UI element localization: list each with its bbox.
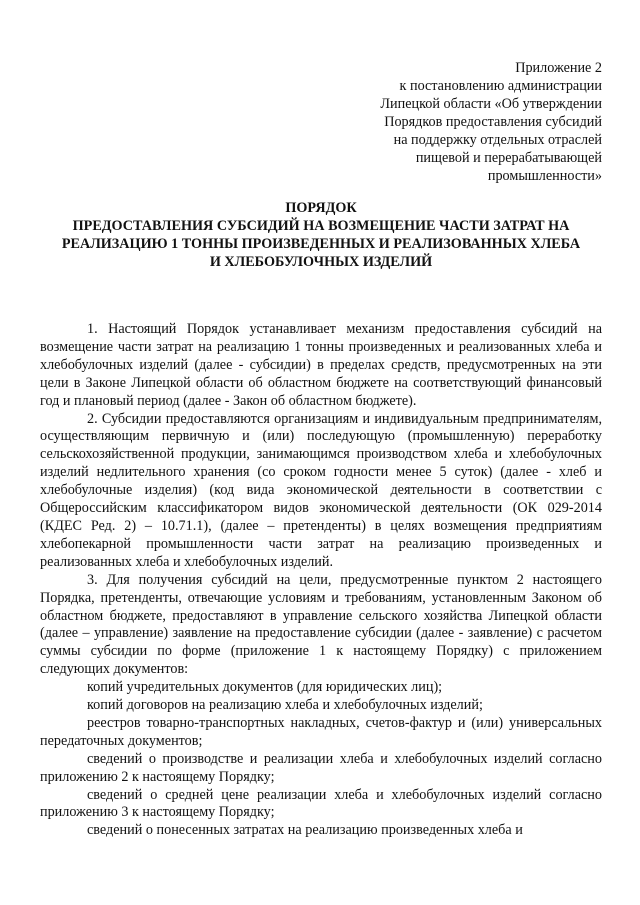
title-line: И ХЛЕБОБУЛОЧНЫХ ИЗДЕЛИЙ (209, 254, 433, 270)
paragraph-2: 2. Субсидии предоставляются организациям и индивидуальным предпринимателям, осуществляющим первичную и (или) последующую (промышленную) переработку сельскохозяйственной продукции, занимающимся производством хлеба и хлебобулочных изделий недлительного хранения (со сроком годности менее 5 суток) (далее - хлеб и хлебобулочные изделия) (код вида экономической деятельности в соответствии с Общероссийским классификатором видов экономической деятельности (ОК 029-2014 (КДЕС Ред. 2) – 10.71.1), (далее – претенденты) в целях возмещения предприятиям хлебопекарной промышленности части затрат на реализацию произведенных и реализованных хлеба и хлебобулочных изделий. (40, 410, 602, 570)
document-body (40, 321, 602, 840)
appendix-line: к постановлению администрации (399, 78, 602, 94)
list-item-charter-docs: копий учредительных документов (для юридических лиц); (87, 679, 443, 696)
paragraph-3: 3. Для получения субсидий на цели, предусмотренные пунктом 2 настоящего Порядка, претенденты, отвечающие условиям и требованиям, установленным Законом об областном бюджете, предоставляют в управление сельского хозяйства Липецкой области (далее – управление) заявление на предоставление субсидии (далее - заявление) с расчетом суммы субсидии по форме (приложение 1 к настоящему Порядку) с приложением следующих документов: (40, 571, 602, 678)
list-item-price-info: сведений о средней цене реализации хлеба и хлебобулочных изделий согласно приложению 3 к настоящему Порядку; (40, 786, 602, 821)
list-item-production-info: сведений о производстве и реализации хлеба и хлебобулочных изделий согласно приложению 2 к настоящему Порядку; (40, 750, 602, 785)
appendix-line: Липецкой области «Об утверждении (380, 96, 602, 112)
appendix-line: на поддержку отдельных отраслей (393, 132, 602, 148)
list-item-contracts: копий договоров на реализацию хлеба и хлебобулочных изделий; (87, 697, 483, 714)
document-title (40, 199, 602, 271)
appendix-line: промышленности» (487, 168, 602, 184)
list-item-costs-info: сведений о понесенных затратах на реализацию произведенных хлеба и (87, 822, 523, 839)
title-line: ПОРЯДОК (285, 200, 357, 216)
appendix-line: Порядков предоставления субсидий (384, 114, 602, 130)
list-item-registers: реестров товарно-транспортных накладных, счетов-фактур и (или) универсальных передаточных документов; (40, 714, 602, 749)
appendix-line: Приложение 2 (515, 60, 602, 76)
appendix-line: пищевой и перерабатывающей (415, 150, 602, 166)
paragraph-1: 1. Настоящий Порядок устанавливает механизм предоставления субсидий на возмещение части затрат на реализацию 1 тонны произведенных и реализованных хлеба и хлебобулочных изделий (далее - субсидии) в пределах средств, предусмотренных на эти цели в Законе Липецкой области об областном бюджете на соответствующий финансовый год и плановый период (далее - Закон об областном бюджете). (40, 321, 602, 409)
appendix-header (340, 59, 602, 185)
title-line: РЕАЛИЗАЦИЮ 1 ТОННЫ ПРОИЗВЕДЕННЫХ И РЕАЛИЗОВАННЫХ ХЛЕБА (61, 236, 581, 252)
title-line: ПРЕДОСТАВЛЕНИЯ СУБСИДИЙ НА ВОЗМЕЩЕНИЕ ЧАСТИ ЗАТРАТ НА (72, 218, 570, 234)
